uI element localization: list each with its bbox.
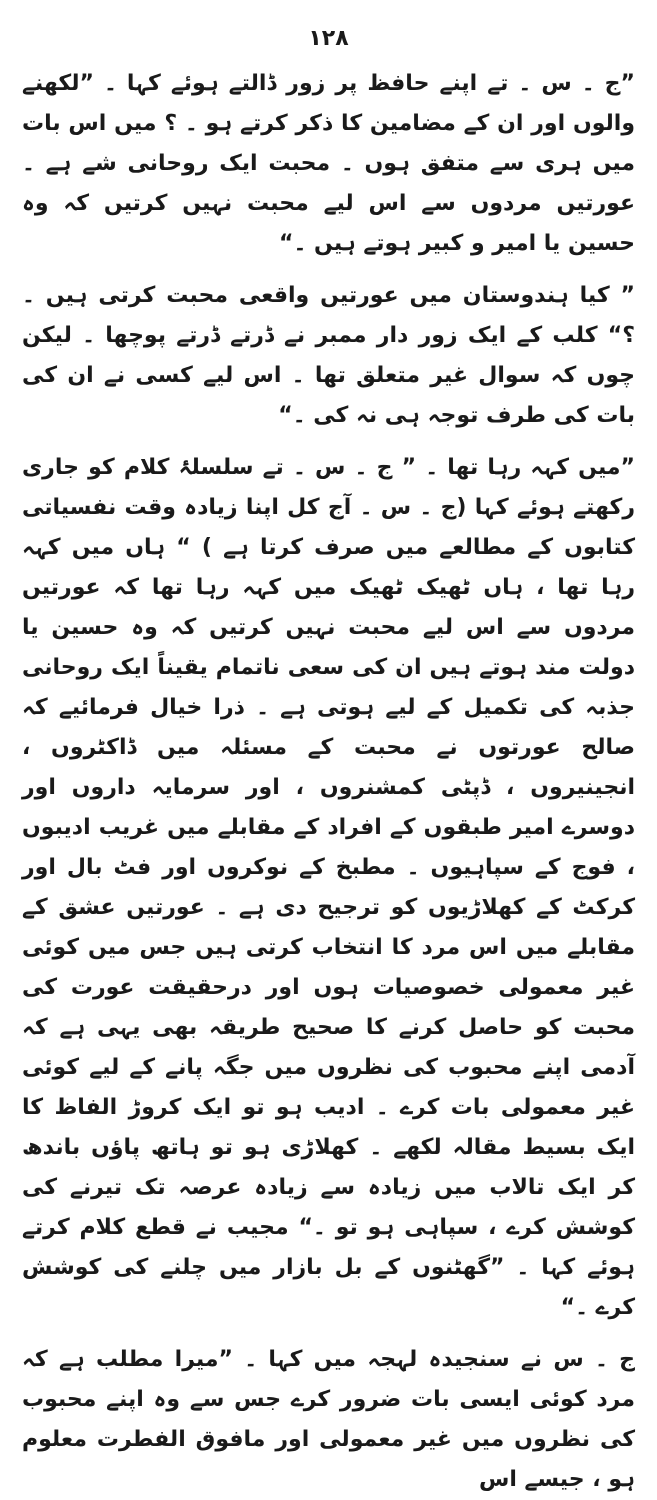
page-number: ١٢٨ (308, 26, 349, 51)
paragraph-2: ” کیا ہندوستان میں عورتیں واقعی محبت کرتی ہیں ۔ ؟“ کلب کے ایک زور دار ممبر نے ڈرتے ڈرتے پوچھا ۔ لیکن چوں کہ سوال غیر متعلق تھا ۔ اس لیے کسی نے ان کی بات کی طرف توجہ ہی نہ کی ۔“ (22, 283, 635, 428)
paragraph-4: ج ۔ س نے سنجیدہ لہجہ میں کہا ۔ ”میرا مطلب ہے کہ مرد کوئی ایسی بات ضرور کرے جس سے وہ اپنے محبوب کی نظروں میں غیر معمولی اور مافوق الفطرت معلوم ہو ، جیسے اس (22, 1347, 635, 1492)
paragraph-1: ”ج ۔ س ۔ تے اپنے حافظ پر زور ڈالتے ہوئے کہا ۔ ”لکھنے والوں اور ان کے مضامین کا ذکر کرتے ہو ۔ ؟ میں اس بات میں ہری سے متفق ہوں ۔ محبت ایک روحانی شے ہے ۔ عورتیں مردوں سے اس لیے محبت نہیں کرتیں کہ وہ حسین یا امیر و کبیر ہوتے ہیں ۔“ (22, 71, 635, 256)
paragraph-3: ”میں کہہ رہا تھا ۔ ” ج ۔ س ۔ تے سلسلۂ کلام کو جاری رکھتے ہوئے کہا (ج ۔ س ۔ آج کل اپنا زیادہ وقت نفسیاتی کتابوں کے مطالعے میں صرف کرتا ہے ) “ ہاں میں کہہ رہا تھا ، ہاں ٹھیک ٹھیک میں کہہ رہا تھا کہ عورتیں مردوں سے اس لیے محبت نہیں کرتیں کہ وہ حسین یا دولت مند ہوتے ہیں ان کی سعی ناتمام یقیناً ایک روحانی جذبہ کی تکمیل کے لیے ہوتی ہے ۔ ذرا خیال فرمائیے کہ صالح عورتوں نے محبت کے مسئلہ میں ڈاکٹروں ، انجینیروں ، ڈپٹی کمشنروں ، اور سرمایہ داروں اور دوسرے امیر طبقوں کے افراد کے مقابلے میں غریب ادیبوں ، فوج کے سپاہیوں ۔ مطبخ کے نوکروں اور فٹ بال اور کرکٹ کے کھلاڑیوں کو ترجیح دی ہے ۔ عورتیں عشق کے مقابلے میں اس مرد کا انتخاب کرتی ہیں جس میں کوئی غیر معمولی خصوصیات ہوں اور درحقیقت عورت کی محبت کو حاصل کرنے کا صحیح طریقہ بھی یہی ہے کہ آدمی اپنے محبوب کی نظروں میں جگہ پانے کے لیے کوئی غیر معمولی بات کرے ۔ ادیب ہو تو ایک کروڑ الفاظ کا ایک بسیط مقالہ لکھے ۔ کھلاڑی ہو تو ہاتھ پاؤں باندھ کر ایک تالاب میں زیادہ سے زیادہ عرصہ تک تیرنے کی کوشش کرے ، سپاہی ہو تو ۔“ مجیب نے قطع کلام کرتے ہوئے کہا ۔ ”گھٹنوں کے بل بازار میں چلنے کی کوشش کرے ۔“ (22, 455, 635, 1320)
page-body (22, 64, 635, 1500)
